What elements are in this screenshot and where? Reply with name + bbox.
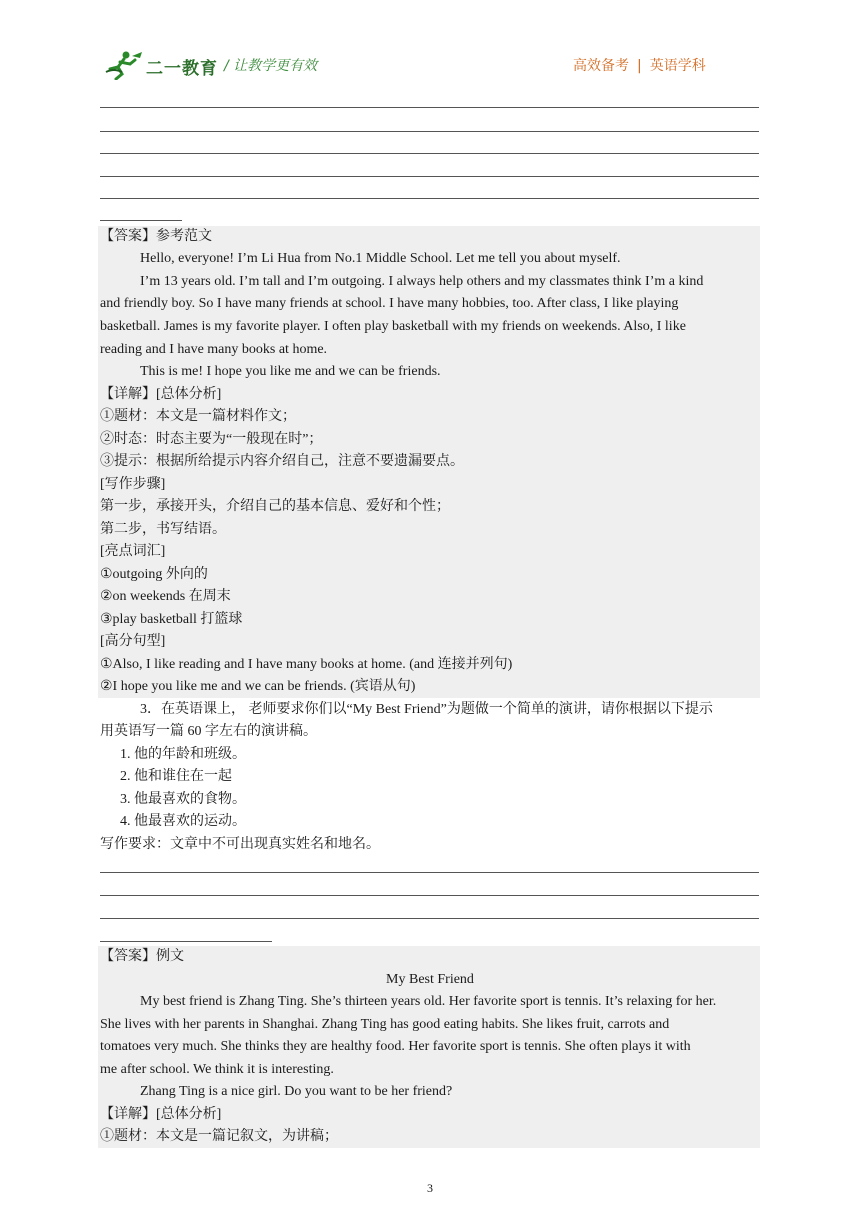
writing-line-short	[100, 941, 272, 942]
question-hint: 1. 他的年龄和班级。	[120, 747, 246, 762]
detail-line: 第二步，书写结语。	[100, 522, 226, 537]
detail-line: ③play basketball 打篮球	[100, 612, 243, 627]
detail-line: 【详解】[总体分析]	[100, 1107, 222, 1122]
question-hint: 4. 他最喜欢的运动。	[120, 814, 246, 829]
detail-line: [亮点词汇]	[100, 544, 166, 559]
essay-line: She lives with her parents in Shanghai. Zhang Ting has good eating habits. She likes fruit, carrots and	[100, 1017, 670, 1032]
essay-line: My best friend is Zhang Ting. She’s thirteen years old. Her favorite sport is tennis. It’s relaxing for her.	[140, 994, 717, 1009]
detail-line: 【详解】[总体分析]	[100, 387, 222, 402]
page-header	[0, 0, 860, 90]
essay-line: tomatoes very much. She thinks they are healthy food. Her favorite sport is tennis. She often plays it with	[100, 1039, 691, 1054]
writing-line	[100, 895, 759, 896]
essay-line: basketball. James is my favorite player. I often play basketball with my friends on weekends. Also, I like	[100, 319, 686, 334]
writing-line	[100, 131, 759, 132]
writing-line	[100, 872, 759, 873]
writing-line	[100, 107, 759, 108]
essay-line: reading and I have many books at home.	[100, 342, 328, 357]
writing-line-short	[100, 220, 182, 221]
essay-line: I’m 13 years old. I’m tall and I’m outgoing. I always help others and my classmates think I’m a kind	[140, 274, 704, 289]
detail-line: ①题材：本文是一篇材料作文；	[100, 409, 296, 424]
answer-tag: 【答案】例文	[100, 949, 184, 964]
essay-line: Hello, everyone! I’m Li Hua from No.1 Middle School. Let me tell you about myself.	[140, 251, 621, 266]
writing-line	[100, 198, 759, 199]
page-number: 3	[427, 1181, 433, 1195]
question-prompt: 3．在英语课上， 老师要求你们以“My Best Friend”为题做一个简单的演讲，请你根据以下提示	[140, 702, 713, 717]
detail-line: ①Also, I like reading and I have many books at home. (and 连接并列句)	[100, 657, 513, 672]
detail-line: ①题材：本文是一篇记叙文，为讲稿；	[100, 1129, 338, 1144]
header-separator: |	[637, 58, 642, 74]
detail-line: ②时态：时态主要为“一般现在时”；	[100, 432, 323, 447]
runner-logo-icon	[104, 50, 144, 80]
detail-line: ①outgoing 外向的	[100, 567, 208, 582]
question-hint: 3. 他最喜欢的食物。	[120, 792, 246, 807]
essay-line: Zhang Ting is a nice girl. Do you want to be her friend?	[140, 1084, 453, 1099]
answer-tag: 【答案】参考范文	[100, 229, 212, 244]
header-subject	[573, 55, 706, 75]
header-tag-right: 英语学科	[649, 58, 706, 74]
detail-line: ③提示：根据所给提示内容介绍自己，注意不要遗漏要点。	[100, 454, 464, 469]
detail-line: ②I hope you like me and we can be friends. (宾语从句)	[100, 679, 416, 694]
essay-line: and friendly boy. So I have many friends at school. I have many hobbies, too. After class, I like playing	[100, 296, 679, 311]
detail-line: ②on weekends 在周末	[100, 589, 231, 604]
writing-line	[100, 918, 759, 919]
writing-line	[100, 176, 759, 177]
detail-line: [高分句型]	[100, 634, 166, 649]
essay-line: me after school. We think it is interesting.	[100, 1062, 334, 1077]
essay-title: My Best Friend	[386, 972, 474, 987]
header-tag-left: 高效备考	[573, 58, 629, 74]
question-hint: 2. 他和谁住在一起	[120, 769, 232, 784]
question-prompt: 用英语写一篇 60 字左右的演讲稿。	[100, 724, 317, 739]
essay-line: This is me! I hope you like me and we can be friends.	[140, 364, 441, 379]
detail-line: [写作步骤]	[100, 477, 166, 492]
writing-line	[100, 153, 759, 154]
brand-slogan: / 让教学更有效	[224, 58, 318, 74]
detail-line: 第一步，承接开头，介绍自己的基本信息、爱好和个性；	[100, 499, 450, 514]
question-requirement: 写作要求：文章中不可出现真实姓名和地名。	[100, 837, 380, 852]
brand-name: 二一教育	[146, 59, 218, 79]
